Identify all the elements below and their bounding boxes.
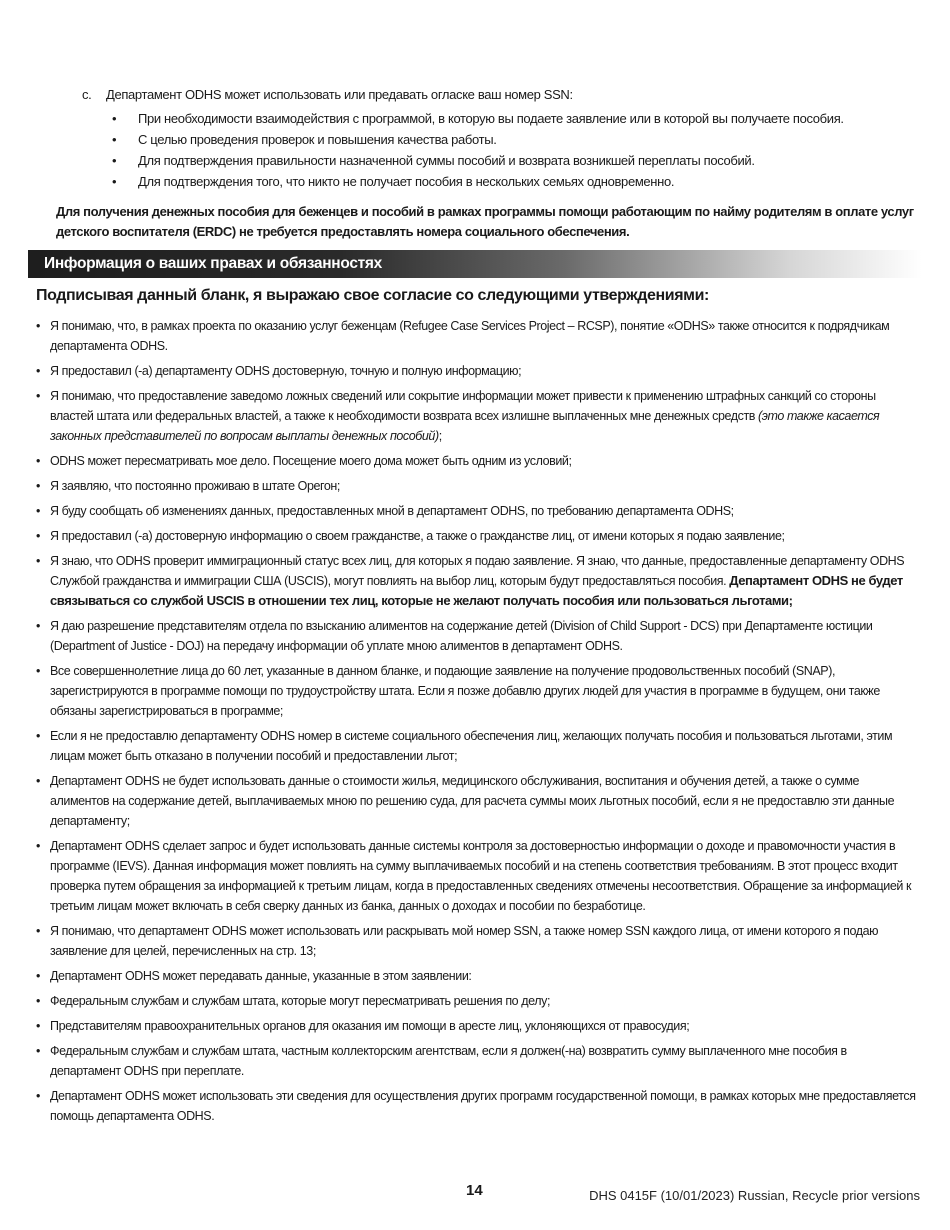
bullet-icon: • [112,153,117,168]
list-item: • Департамент ODHS не будет использовать данные о стоимости жилья, медицинского обслуживания, воспитания и обучения детей, а также о сумме алиментов на содержание детей, выплачиваемых мною по решению суда, для расчета суммы моих льготных пособий, если я не предоставлю эти данные департаменту; [36,771,920,831]
bold-statement: Департамент ODHS не будет связываться со службой USCIS в отношении тех лиц, которые не желают получать пособия или пользоваться льготами; [50,573,903,608]
ssn-usage-list [82,108,922,192]
agreement-heading: Подписывая данный бланк, я выражаю свое согласие со следующими утверждениями: [36,287,709,304]
list-item: • Я предоставил (-а) департаменту ODHS достоверную, точную и полную информацию; [36,361,920,381]
bullet-icon: • [36,454,40,468]
list-item: • Федеральным службам и службам штата, которые могут пересматривать решения по делу; [36,991,920,1011]
bullet-icon: • [36,364,40,378]
list-item: • ODHS может пересматривать мое дело. Посещение моего дома может быть одним из условий; [36,451,920,471]
bullet-icon: • [36,529,40,543]
list-item: • Федеральным службам и службам штата, частным коллекторским агентствам, если я должен(-на) возвратить сумму выплаченного мне пособия в департамент ODHS при переплате. [36,1041,920,1081]
bullet-icon: • [36,1019,40,1033]
bullet-icon: • [36,1044,40,1058]
list-item: • При необходимости взаимодействия с программой, в которую вы подаете заявление или в которой вы получаете пособия. [112,108,922,129]
bullet-icon: • [36,619,40,633]
bullet-icon: • [36,994,40,1008]
list-item: • Я предоставил (-а) достоверную информацию о своем гражданстве, а также о гражданстве лиц, от имени которых я подаю заявление; [36,526,920,546]
bullet-icon: • [36,969,40,983]
page-number: 14 [466,1182,483,1199]
rights-list [36,316,920,1131]
list-item: • Я даю разрешение представителям отдела по взысканию алиментов на содержание детей (Division of Child Support - DCS) при Департаменте юстиции (Department of Justice - DOJ) на передачу информации об уплате мною алиментов в департамент ODHS. [36,616,920,656]
list-item: • Я понимаю, что предоставление заведомо ложных сведений или сокрытие информации может привести к применению штрафных санкций со стороны властей штата или федеральных властей, а также к необходимости возврата всех излишне выплаченных мне денежных средств (это также касается законных представителей по вопросам выплаты денежных пособий); [36,386,920,446]
bullet-icon: • [36,389,40,403]
bullet-icon: • [112,132,117,147]
italic-note: (это также касается законных представителей по вопросам выплаты денежных пособий) [50,409,880,443]
bullet-icon: • [36,1089,40,1103]
ssn-usage-section [82,86,922,192]
list-item: • Я заявляю, что постоянно проживаю в штате Орегон; [36,476,920,496]
bullet-icon: • [36,504,40,518]
bullet-icon: • [112,174,117,189]
list-item: • Департамент ODHS может передавать данные, указанные в этом заявлении: [36,966,920,986]
list-item: • Я понимаю, что, в рамках проекта по оказанию услуг беженцам (Refugee Case Services Project – RCSP), понятие «ODHS» также относится к подрядчикам департамента ODHS. [36,316,920,356]
bullet-icon: • [36,554,40,568]
list-item: • Для подтверждения того, что никто не получает пособия в нескольких семьях одновременно. [112,171,922,192]
list-item: • Для подтверждения правильности назначенной суммы пособий и возврата возникшей переплаты пособий. [112,150,922,171]
bullet-icon: • [36,479,40,493]
list-item: • Все совершеннолетние лица до 60 лет, указанные в данном бланке, и подающие заявление на получение продовольственных пособий (SNAP), зарегистрируются в программе помощи по трудоустройству штата. Если я позже добавлю других людей для участия в программе в будущем, они также обязаны зарегистрироваться в программе; [36,661,920,721]
list-letter: c. [82,87,92,102]
bullet-icon: • [36,664,40,678]
list-item: • Я понимаю, что департамент ODHS может использовать или раскрывать мой номер SSN, а также номер SSN каждого лица, от имени которого я подаю заявление для целей, перечисленных на стр. 13; [36,921,920,961]
list-item: • Представителям правоохранительных органов для оказания им помощи в аресте лиц, уклоняющихся от правосудия; [36,1016,920,1036]
list-item: • Если я не предоставлю департаменту ODHS номер в системе социального обеспечения лиц, желающих получать пособия и пользоваться льготами, этим лицам может быть отказано в получении пособий и предоставлении льгот; [36,726,920,766]
form-identifier: DHS 0415F (10/01/2023) Russian, Recycle prior versions [589,1188,920,1203]
ssn-not-required-note: Для получения денежных пособия для беженцев и пособий в рамках программы помощи работающим по найму родителям в оплате услуг детского воспитателя (ERDC) не требуется предоставлять номера социального обеспечения. [56,204,914,239]
list-item: • С целью проведения проверок и повышения качества работы. [112,129,922,150]
bullet-icon: • [36,924,40,938]
ssn-usage-intro: Департамент ODHS может использовать или предавать огласке ваш номер SSN: [106,87,573,102]
section-title: Информация о ваших правах и обязанностях [44,255,382,272]
bullet-icon: • [36,729,40,743]
bullet-icon: • [36,319,40,333]
ssn-usage-intro-line [82,86,922,104]
bullet-icon: • [36,839,40,853]
bullet-icon: • [112,111,117,126]
bullet-icon: • [36,774,40,788]
section-banner [28,250,922,278]
list-item: • Департамент ODHS может использовать эти сведения для осуществления других программ государственной помощи, в рамках которых мне предоставляется помощь департамента ODHS. [36,1086,920,1126]
list-item: • Я буду сообщать об изменениях данных, предоставленных мной в департамент ODHS, по требованию департамента ODHS; [36,501,920,521]
list-item: • Департамент ODHS сделает запрос и будет использовать данные системы контроля за достоверностью информации о доходе и правомочности участия в программе (IEVS). Данная информация может повлиять на сумму выплачиваемых пособий и на степень соответствия требованиям. В этот процесс входит проверка путем обращения за информацией к третьим лицам, когда в предоставленных сведениях отмечены несоответствия. Обращение за информацией к третьим лицам может включать в себя сверку данных из банка, данных о доходах и пособии по безработице. [36,836,920,916]
list-item: • Я знаю, что ODHS проверит иммиграционный статус всех лиц, для которых я подаю заявление. Я знаю, что данные, предоставленные департаменту ODHS Службой гражданства и иммиграции США (USCIS), могут повлиять на выбор лиц, которым будут предоставляться пособия. Департамент ODHS не будет связываться со службой USCIS в отношении тех лиц, которые не желают получать пособия или пользоваться льготами; [36,551,920,611]
